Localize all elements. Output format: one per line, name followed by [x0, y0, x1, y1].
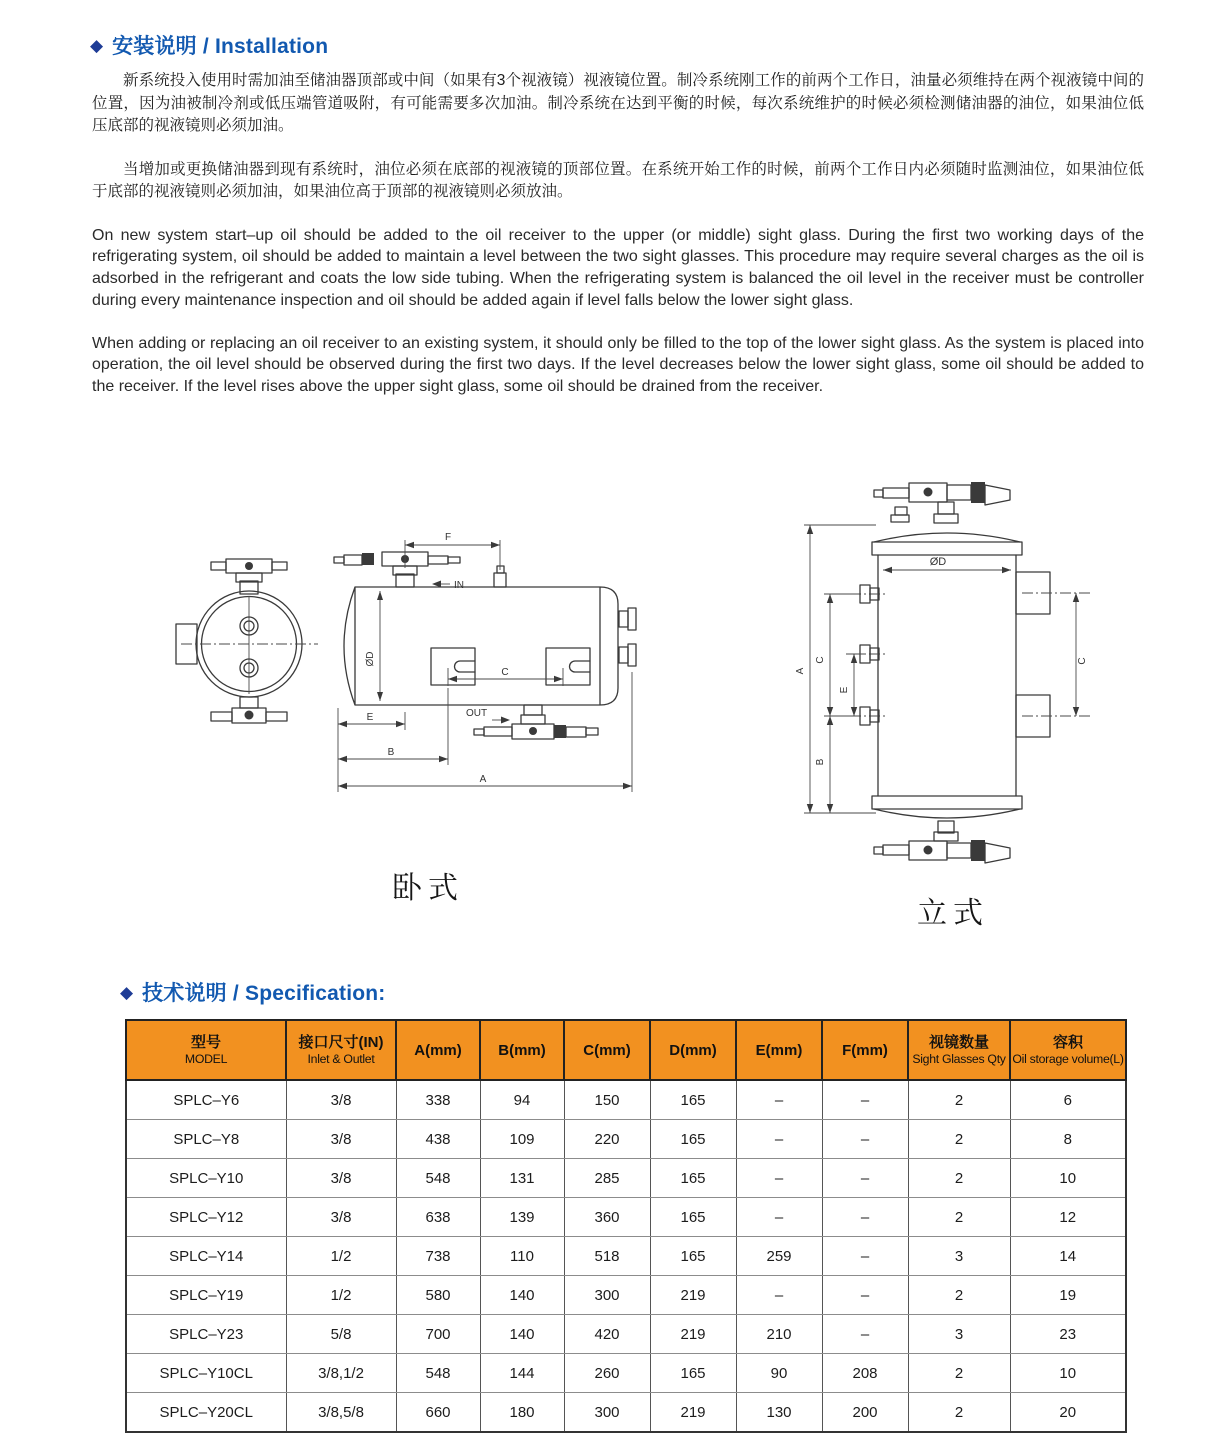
table-cell: 2	[908, 1393, 1010, 1433]
table-cell: 1/2	[286, 1276, 396, 1315]
table-cell: 700	[396, 1315, 480, 1354]
dim-label-od: ØD	[365, 651, 376, 667]
outlet-label: OUT	[466, 708, 488, 720]
table-cell: 3	[908, 1237, 1010, 1276]
diamond-bullet-icon: ◆	[90, 35, 104, 55]
table-row	[126, 1354, 1126, 1393]
table-cell: 2	[908, 1120, 1010, 1159]
table-cell: 3/8	[286, 1080, 396, 1120]
table-cell: 580	[396, 1276, 480, 1315]
installation-section	[90, 30, 1160, 398]
table-cell: 3/8	[286, 1120, 396, 1159]
table-cell: 300	[564, 1393, 650, 1433]
column-header: D(mm)	[650, 1020, 736, 1080]
table-cell: –	[822, 1198, 908, 1237]
table-cell: –	[822, 1120, 908, 1159]
table-cell: SPLC–Y12	[126, 1198, 286, 1237]
table-cell: 23	[1010, 1315, 1126, 1354]
vertical-bottom-valve	[874, 821, 1010, 863]
column-header: E(mm)	[736, 1020, 822, 1080]
chinese-paragraph-1-text: 新系统投入使用时需加油至储油器顶部或中间（如果有3个视液镜）视液镜位置。制冷系统刚工作的前两个工作日，油量必须维持在两个视液镜中间的位置，因为油被制冷剂或低压端管道吸附，有可能需要多次加油。制冷系统在达到平衡的时候，每次系统维护的时候必须检测储油器的油位，如果油位低压底部的视液镜则必须加油。	[92, 72, 1144, 134]
table-row	[126, 1315, 1126, 1354]
table-row	[126, 1237, 1126, 1276]
dim-label-c-left: C	[815, 656, 826, 664]
table-cell: 180	[480, 1393, 564, 1433]
table-cell: 2	[908, 1159, 1010, 1198]
table-cell: 219	[650, 1276, 736, 1315]
table-cell: 300	[564, 1276, 650, 1315]
table-cell: 260	[564, 1354, 650, 1393]
side-view	[334, 532, 636, 792]
table-cell: –	[736, 1159, 822, 1198]
chinese-paragraph-1	[92, 70, 1144, 138]
table-cell: 131	[480, 1159, 564, 1198]
dim-label-a: A	[479, 774, 487, 786]
column-header: B(mm)	[480, 1020, 564, 1080]
table-cell: 338	[396, 1080, 480, 1120]
table-row	[126, 1120, 1126, 1159]
spec-header-row	[126, 1020, 1126, 1080]
table-cell: 14	[1010, 1237, 1126, 1276]
table-cell: 90	[736, 1354, 822, 1393]
front-bottom-valve	[211, 697, 287, 723]
table-cell: 2	[908, 1276, 1010, 1315]
diamond-bullet-icon: ◆	[120, 982, 134, 1002]
table-cell: 738	[396, 1237, 480, 1276]
table-cell: 144	[480, 1354, 564, 1393]
column-header: C(mm)	[564, 1020, 650, 1080]
table-cell: 200	[822, 1393, 908, 1433]
chinese-paragraph-2-text: 当增加或更换储油器到现有系统时，油位必须在底部的视液镜的顶部位置。在系统开始工作的时候，前两个工作日内必须随时监测油位，如果油位低于底部的视液镜则必须加油，如果油位高于顶部的视液镜则必须放油。	[92, 160, 1144, 200]
dim-label-b: B	[815, 758, 826, 766]
column-header: 型号 MODEL	[126, 1020, 286, 1080]
table-cell: 10	[1010, 1354, 1126, 1393]
table-cell: 3/8,1/2	[286, 1354, 396, 1393]
table-cell: SPLC–Y20CL	[126, 1393, 286, 1433]
table-cell: –	[822, 1159, 908, 1198]
vertical-shell	[872, 533, 1022, 818]
table-cell: 3/8,5/8	[286, 1393, 396, 1433]
table-cell: 220	[564, 1120, 650, 1159]
dim-label-c-right: C	[1077, 657, 1088, 665]
table-row	[126, 1198, 1126, 1237]
table-cell: SPLC–Y14	[126, 1237, 286, 1276]
table-cell: 518	[564, 1237, 650, 1276]
dim-label-e: E	[366, 712, 374, 724]
dim-label-c: C	[501, 667, 509, 679]
table-cell: 660	[396, 1393, 480, 1433]
table-row	[126, 1276, 1126, 1315]
horizontal-type-caption: 卧式	[392, 872, 464, 906]
spec-table-body	[126, 1080, 1126, 1432]
table-cell: 3/8	[286, 1159, 396, 1198]
table-cell: 165	[650, 1159, 736, 1198]
table-cell: 19	[1010, 1276, 1126, 1315]
table-cell: 165	[650, 1198, 736, 1237]
table-cell: 165	[650, 1080, 736, 1120]
table-cell: 259	[736, 1237, 822, 1276]
table-cell: 548	[396, 1159, 480, 1198]
table-cell: 5/8	[286, 1315, 396, 1354]
table-cell: 140	[480, 1276, 564, 1315]
table-cell: SPLC–Y19	[126, 1276, 286, 1315]
table-cell: 638	[396, 1198, 480, 1237]
table-cell: 6	[1010, 1080, 1126, 1120]
table-cell: 139	[480, 1198, 564, 1237]
column-header: 视镜数量 Sight Glasses Qty	[908, 1020, 1010, 1080]
dim-label-a: A	[795, 667, 806, 675]
column-header: 接口尺寸(IN) Inlet & Outlet	[286, 1020, 396, 1080]
table-cell: 10	[1010, 1159, 1126, 1198]
table-row	[126, 1159, 1126, 1198]
specification-title: 技术说明 / Specification:	[142, 982, 386, 1006]
column-header: F(mm)	[822, 1020, 908, 1080]
column-header: A(mm)	[396, 1020, 480, 1080]
table-cell: SPLC–Y8	[126, 1120, 286, 1159]
vertical-type-figure	[788, 458, 1118, 932]
horizontal-type-drawing	[148, 472, 708, 802]
table-cell: 130	[736, 1393, 822, 1433]
installation-heading	[90, 30, 1160, 60]
table-cell: 150	[564, 1080, 650, 1120]
table-cell: –	[822, 1315, 908, 1354]
table-cell: 94	[480, 1080, 564, 1120]
table-cell: 360	[564, 1198, 650, 1237]
side-top-valve	[334, 552, 460, 587]
english-paragraph-2: When adding or replacing an oil receiver to an existing system, it should only be filled to the top of the lower sight glass. As the system is placed into operation, the oil level should be observed during the first two days. If the level decreases below the lower sight glass, some oil should be added to the receiver. If the level rises above the upper sight glass, some oil should be drained from the receiver.	[92, 334, 1144, 396]
table-cell: 20	[1010, 1393, 1126, 1433]
table-cell: 3/8	[286, 1198, 396, 1237]
dim-label-e: E	[839, 686, 850, 694]
specification-table	[125, 1019, 1127, 1433]
table-cell: –	[736, 1276, 822, 1315]
dim-label-f: F	[444, 532, 452, 544]
table-cell: –	[736, 1120, 822, 1159]
table-cell: 3	[908, 1315, 1010, 1354]
table-row	[126, 1393, 1126, 1433]
horizontal-type-figure	[148, 472, 708, 907]
english-paragraph-1: On new system start–up oil should be added to the oil receiver to the upper (or middle) sight glass. During the first two working days of the refrigerating system, oil should be added to maintain a level between the two sight glasses. This procedure may require several charges as the oil is adsorbed in the refrigerant and coats the low side tubing. When the refrigerating system is balanced the oil level in the receiver must be controller during every maintenance inspection and oil should be added again if level falls below the lower sight glass.	[92, 226, 1144, 309]
vertical-type-drawing	[788, 458, 1118, 873]
table-cell: SPLC–Y10	[126, 1159, 286, 1198]
vertical-type-caption: 立式	[917, 897, 989, 931]
table-cell: –	[822, 1237, 908, 1276]
table-cell: 2	[908, 1198, 1010, 1237]
table-cell: –	[822, 1276, 908, 1315]
table-cell: 438	[396, 1120, 480, 1159]
table-cell: 219	[650, 1315, 736, 1354]
column-header: 容积 Oil storage volume(L)	[1010, 1020, 1126, 1080]
table-cell: –	[736, 1080, 822, 1120]
table-cell: SPLC–Y6	[126, 1080, 286, 1120]
table-cell: 8	[1010, 1120, 1126, 1159]
table-cell: SPLC–Y10CL	[126, 1354, 286, 1393]
table-cell: SPLC–Y23	[126, 1315, 286, 1354]
table-cell: 165	[650, 1120, 736, 1159]
table-cell: 2	[908, 1080, 1010, 1120]
table-cell: 12	[1010, 1198, 1126, 1237]
chinese-paragraph-2	[92, 159, 1144, 204]
dim-label-od: ØD	[929, 556, 947, 569]
table-row	[126, 1080, 1126, 1120]
specification-heading	[120, 977, 1160, 1007]
table-cell: 165	[650, 1354, 736, 1393]
diagrams-area	[90, 410, 1160, 931]
dim-label-b: B	[387, 747, 395, 759]
table-cell: 548	[396, 1354, 480, 1393]
table-cell: 219	[650, 1393, 736, 1433]
sight-glass-fittings	[850, 585, 888, 725]
table-cell: –	[736, 1198, 822, 1237]
front-top-valve	[211, 559, 287, 594]
table-cell: 109	[480, 1120, 564, 1159]
front-view	[176, 559, 318, 723]
table-cell: 2	[908, 1354, 1010, 1393]
side-bottom-valve	[474, 705, 598, 739]
table-cell: 140	[480, 1315, 564, 1354]
specification-section	[90, 977, 1160, 1433]
table-cell: 210	[736, 1315, 822, 1354]
installation-title: 安装说明 / Installation	[112, 35, 329, 58]
table-cell: 165	[650, 1237, 736, 1276]
table-cell: 110	[480, 1237, 564, 1276]
table-cell: 420	[564, 1315, 650, 1354]
table-cell: 285	[564, 1159, 650, 1198]
vertical-top-valve	[874, 482, 1010, 523]
table-cell: 208	[822, 1354, 908, 1393]
table-cell: –	[822, 1080, 908, 1120]
inlet-label: IN	[454, 580, 464, 592]
table-cell: 1/2	[286, 1237, 396, 1276]
